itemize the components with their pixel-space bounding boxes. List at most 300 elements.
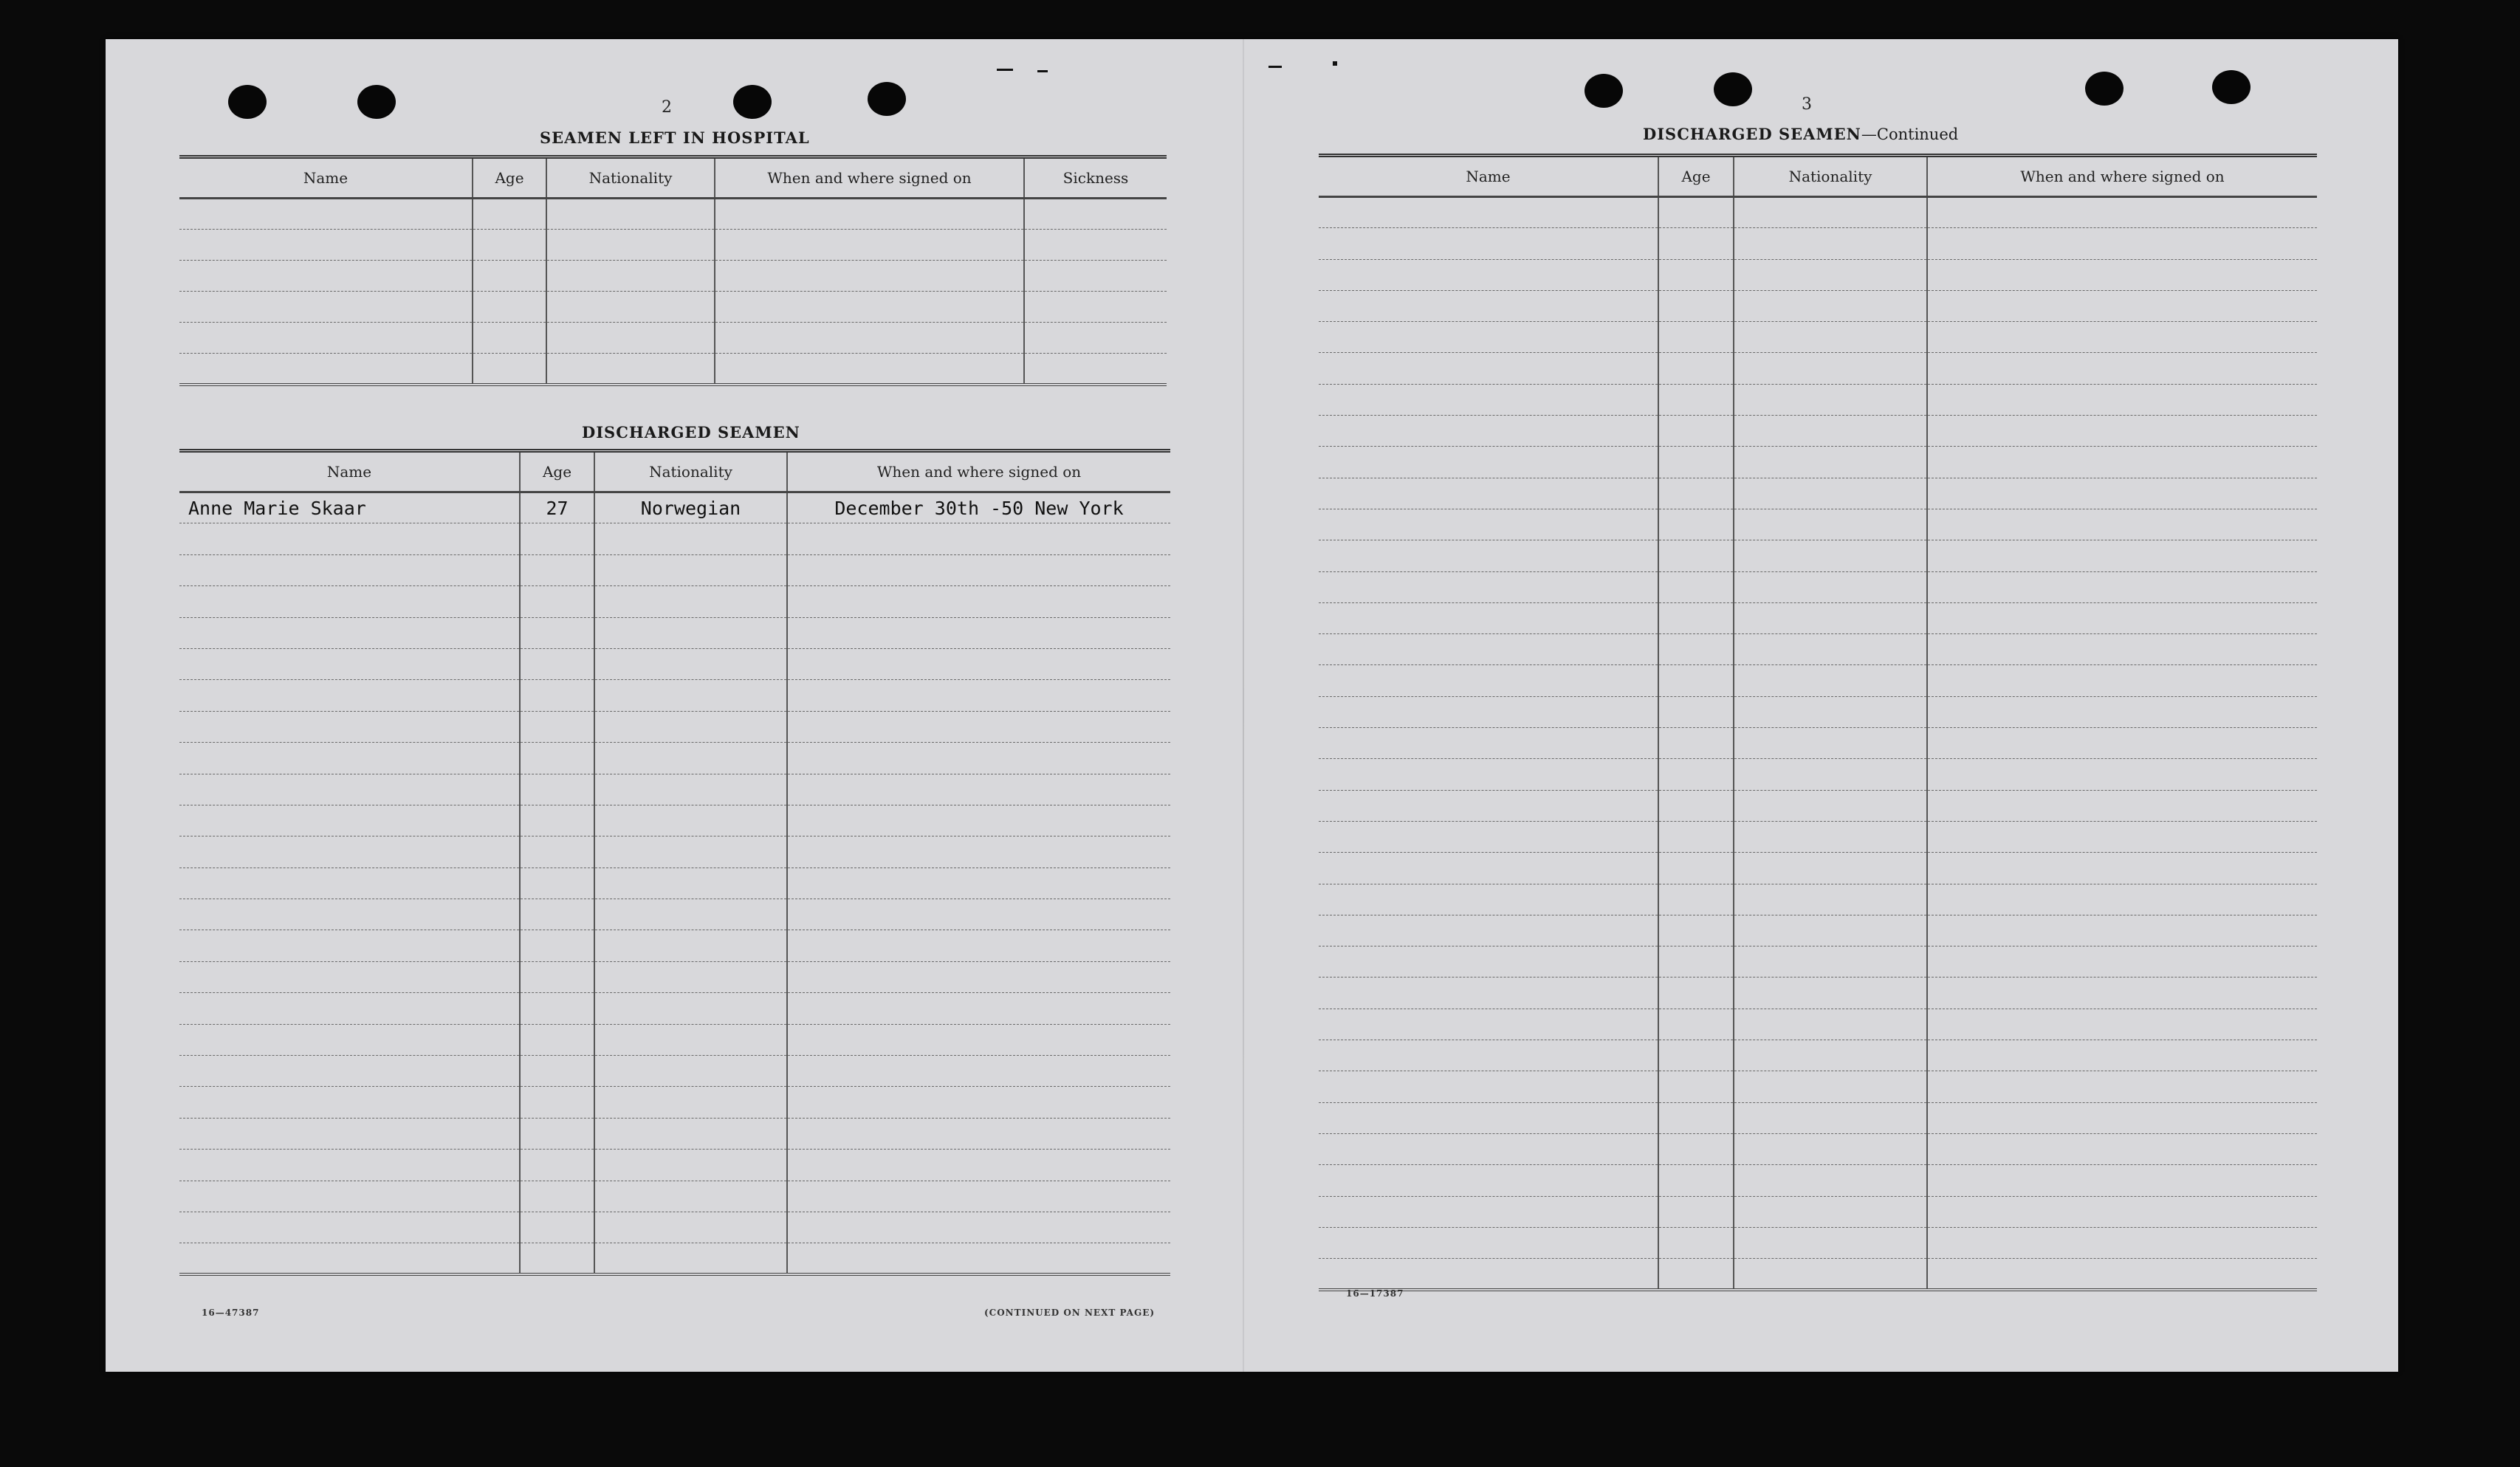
discharged-table (179, 449, 1170, 1276)
table-row (1319, 1040, 2317, 1071)
cell-nationality (1734, 978, 1927, 1009)
continued-note: (CONTINUED ON NEXT PAGE) (984, 1308, 1156, 1318)
cell-age (1658, 447, 1734, 478)
cell-when-and-where-signed-on (715, 292, 1024, 323)
cell-nationality (594, 774, 787, 805)
table-row (179, 868, 1170, 899)
cell-when-and-where-signed-on (787, 1243, 1170, 1274)
cell-sickness (1024, 261, 1167, 292)
cell-when-and-where-signed-on (787, 836, 1170, 868)
column-header-nationality: Nationality (594, 451, 787, 492)
cell-name (179, 1212, 520, 1243)
cell-age (473, 323, 546, 354)
table-row (1319, 322, 2317, 353)
cell-age (520, 868, 594, 899)
cell-when-and-where-signed-on (787, 1024, 1170, 1055)
cell-age (1658, 384, 1734, 415)
cell-when-and-where-signed-on (787, 586, 1170, 617)
cell-when-and-where-signed-on (1927, 384, 2317, 415)
cell-nationality (594, 523, 787, 554)
cell-when-and-where-signed-on (1927, 571, 2317, 602)
cell-when-and-where-signed-on (787, 1118, 1170, 1149)
cell-age (520, 586, 594, 617)
cell-nationality (594, 1056, 787, 1087)
cell-when-and-where-signed-on (1927, 1133, 2317, 1164)
table-row (179, 492, 1170, 523)
cell-age (520, 961, 594, 992)
cell-nationality (546, 261, 715, 292)
page-fold (1243, 39, 1244, 1372)
cell-name (179, 993, 520, 1024)
cell-nationality (546, 230, 715, 261)
cell-name (1319, 728, 1658, 759)
cell-name (1319, 821, 1658, 852)
cell-when-and-where-signed-on (1927, 602, 2317, 633)
cell-when-and-where-signed-on (1927, 1009, 2317, 1040)
column-header-when-and-where-signed-on: When and where signed on (1927, 156, 2317, 197)
cell-nationality (1734, 1165, 1927, 1196)
cell-nationality (594, 1118, 787, 1149)
cell-name (179, 899, 520, 930)
column-header-age: Age (520, 451, 594, 492)
cell-nationality (1734, 946, 1927, 978)
cell-age (1658, 1227, 1734, 1258)
cell-when-and-where-signed-on (1927, 978, 2317, 1009)
cell-age (520, 899, 594, 930)
cell-age (520, 1243, 594, 1274)
cell-when-and-where-signed-on (1927, 728, 2317, 759)
cell-name (1319, 915, 1658, 946)
punch-hole (1714, 72, 1752, 106)
table-row (179, 774, 1170, 805)
cell-when-and-where-signed-on (1927, 790, 2317, 821)
cell-when-and-where-signed-on (787, 868, 1170, 899)
punch-hole (2085, 72, 2124, 106)
cell-when-and-where-signed-on (787, 648, 1170, 679)
cell-nationality (594, 743, 787, 774)
cell-when-and-where-signed-on (787, 554, 1170, 585)
cell-nationality (1734, 416, 1927, 447)
cell-age (520, 1181, 594, 1212)
cell-age (1658, 353, 1734, 384)
cell-nationality (1734, 259, 1927, 290)
table-row (1319, 884, 2317, 915)
cell-when-and-where-signed-on (715, 230, 1024, 261)
cell-nationality (1734, 1259, 1927, 1290)
cell-nationality (1734, 634, 1927, 665)
table-row (1319, 946, 2317, 978)
table-row (1319, 447, 2317, 478)
cell-nationality (1734, 197, 1927, 228)
cell-name (1319, 790, 1658, 821)
cell-name (179, 648, 520, 679)
cell-name (179, 868, 520, 899)
table-row (179, 805, 1170, 836)
cell-name (179, 261, 473, 292)
punch-hole (733, 85, 772, 119)
cell-nationality (1734, 696, 1927, 727)
cell-name (1319, 946, 1658, 978)
cell-age (1658, 1196, 1734, 1227)
cell-when-and-where-signed-on (1927, 634, 2317, 665)
cell-name (1319, 571, 1658, 602)
cell-when-and-where-signed-on (787, 774, 1170, 805)
cell-name (179, 711, 520, 742)
table-row (1319, 197, 2317, 228)
table-row (179, 1243, 1170, 1274)
cell-age (1658, 665, 1734, 696)
cell-age (520, 554, 594, 585)
cell-when-and-where-signed-on (1927, 197, 2317, 228)
cell-when-and-where-signed-on (787, 680, 1170, 711)
form-code-left: 16—47387 (202, 1308, 260, 1318)
cell-when-and-where-signed-on (1927, 416, 2317, 447)
table-row (179, 261, 1167, 292)
cell-name (179, 199, 473, 230)
cell-when-and-where-signed-on (715, 261, 1024, 292)
cell-when-and-where-signed-on (1927, 322, 2317, 353)
cell-age (1658, 1102, 1734, 1133)
cell-age (1658, 322, 1734, 353)
cell-nationality (594, 680, 787, 711)
punch-hole (2212, 70, 2251, 104)
cell-name (179, 1243, 520, 1274)
column-header-nationality: Nationality (1734, 156, 1927, 197)
cell-nationality (1734, 322, 1927, 353)
cell-nationality (1734, 571, 1927, 602)
column-header-name: Name (179, 451, 520, 492)
cell-nationality: Norwegian (594, 492, 787, 523)
cell-nationality (1734, 759, 1927, 790)
table-row (1319, 978, 2317, 1009)
table-row (179, 230, 1167, 261)
table-row (1319, 696, 2317, 727)
cell-name (1319, 1102, 1658, 1133)
scan-speck (1333, 61, 1337, 66)
hospital-section-title: SEAMEN LEFT IN HOSPITAL (540, 128, 810, 147)
page-number-left: 2 (662, 98, 672, 117)
cell-when-and-where-signed-on (1927, 1227, 2317, 1258)
cell-age (1658, 1259, 1734, 1290)
table-row (1319, 1259, 2317, 1290)
table-row (1319, 790, 2317, 821)
cell-when-and-where-signed-on (715, 354, 1024, 385)
cell-age (1658, 290, 1734, 321)
cell-name (1319, 1071, 1658, 1102)
table-row (1319, 602, 2317, 633)
table-row (1319, 353, 2317, 384)
cell-when-and-where-signed-on (787, 1212, 1170, 1243)
cell-age (1658, 634, 1734, 665)
table-row (1319, 509, 2317, 540)
table-row (179, 1212, 1170, 1243)
table-row (1319, 478, 2317, 509)
table-header-row (1319, 156, 2317, 197)
cell-when-and-where-signed-on (1927, 853, 2317, 884)
cell-when-and-where-signed-on (1927, 665, 2317, 696)
cell-name (1319, 540, 1658, 571)
table-row (179, 1118, 1170, 1149)
cell-when-and-where-signed-on (787, 1181, 1170, 1212)
continued-table (1319, 154, 2317, 1291)
cell-nationality (594, 868, 787, 899)
cell-age (520, 648, 594, 679)
discharged-section-title: DISCHARGED SEAMEN (582, 423, 800, 442)
cell-when-and-where-signed-on (1927, 228, 2317, 259)
cell-when-and-where-signed-on (1927, 696, 2317, 727)
punch-hole (1585, 74, 1623, 108)
cell-age (473, 199, 546, 230)
punch-hole (228, 85, 267, 119)
table-row (179, 1056, 1170, 1087)
table-row (1319, 821, 2317, 852)
table-row (179, 292, 1167, 323)
cell-nationality (546, 199, 715, 230)
table-row (179, 1024, 1170, 1055)
cell-nationality (1734, 728, 1927, 759)
column-header-name: Name (1319, 156, 1658, 197)
cell-age (1658, 1071, 1734, 1102)
hospital-table (179, 155, 1167, 386)
cell-nationality (594, 1150, 787, 1181)
cell-name (1319, 353, 1658, 384)
cell-when-and-where-signed-on (787, 1056, 1170, 1087)
cell-when-and-where-signed-on: December 30th -50 New York (787, 492, 1170, 523)
column-header-name: Name (179, 157, 473, 199)
table-row (1319, 416, 2317, 447)
page-number-right: 3 (1802, 95, 1812, 114)
cell-name (179, 292, 473, 323)
column-header-when-and-where-signed-on: When and where signed on (787, 451, 1170, 492)
cell-age (1658, 728, 1734, 759)
cell-when-and-where-signed-on (787, 961, 1170, 992)
cell-name (1319, 1040, 1658, 1071)
column-header-sickness: Sickness (1024, 157, 1167, 199)
table-row (1319, 853, 2317, 884)
cell-nationality (1734, 447, 1927, 478)
table-row (1319, 384, 2317, 415)
table-row (1319, 1165, 2317, 1196)
table-row (1319, 259, 2317, 290)
cell-nationality (1734, 290, 1927, 321)
cell-nationality (1734, 1102, 1927, 1133)
cell-nationality (594, 586, 787, 617)
cell-age (1658, 416, 1734, 447)
table-row (1319, 728, 2317, 759)
cell-nationality (594, 711, 787, 742)
table-row (179, 354, 1167, 385)
cell-when-and-where-signed-on (1927, 290, 2317, 321)
cell-when-and-where-signed-on (787, 930, 1170, 961)
table-row (1319, 665, 2317, 696)
cell-age (1658, 1009, 1734, 1040)
cell-age (1658, 571, 1734, 602)
cell-when-and-where-signed-on (1927, 1196, 2317, 1227)
cell-age (520, 805, 594, 836)
cell-name (179, 1056, 520, 1087)
cell-nationality (1734, 821, 1927, 852)
cell-nationality (594, 1024, 787, 1055)
cell-when-and-where-signed-on (715, 323, 1024, 354)
cell-name (1319, 853, 1658, 884)
cell-name (1319, 696, 1658, 727)
cell-nationality (594, 554, 787, 585)
cell-age (473, 230, 546, 261)
table-row (1319, 1227, 2317, 1258)
table-row (179, 961, 1170, 992)
cell-age (473, 354, 546, 385)
cell-nationality (1734, 1009, 1927, 1040)
cell-age (520, 930, 594, 961)
cell-age (1658, 884, 1734, 915)
cell-when-and-where-signed-on (787, 711, 1170, 742)
cell-when-and-where-signed-on (1927, 821, 2317, 852)
cell-sickness (1024, 354, 1167, 385)
cell-age (1658, 915, 1734, 946)
table-header-row (179, 451, 1170, 492)
table-row (1319, 290, 2317, 321)
cell-age (520, 993, 594, 1024)
table-row (179, 899, 1170, 930)
cell-when-and-where-signed-on (1927, 259, 2317, 290)
cell-when-and-where-signed-on (1927, 447, 2317, 478)
cell-nationality (594, 961, 787, 992)
cell-name (179, 743, 520, 774)
scan-speck (1037, 70, 1048, 72)
cell-nationality (594, 648, 787, 679)
cell-nationality (546, 292, 715, 323)
cell-age (1658, 259, 1734, 290)
cell-age (1658, 509, 1734, 540)
table-row (179, 993, 1170, 1024)
cell-age (1658, 228, 1734, 259)
scan-speck (1268, 66, 1282, 68)
cell-when-and-where-signed-on (1927, 540, 2317, 571)
table-row (179, 930, 1170, 961)
cell-sickness (1024, 323, 1167, 354)
cell-name (179, 586, 520, 617)
cell-age (1658, 853, 1734, 884)
table-row (1319, 1102, 2317, 1133)
table-row (179, 586, 1170, 617)
cell-age (520, 1118, 594, 1149)
table-row (1319, 759, 2317, 790)
cell-age (1658, 197, 1734, 228)
cell-nationality (1734, 478, 1927, 509)
cell-when-and-where-signed-on (787, 1087, 1170, 1118)
cell-nationality (594, 1087, 787, 1118)
table-row (179, 680, 1170, 711)
table-row (179, 711, 1170, 742)
table-row (179, 199, 1167, 230)
cell-nationality (1734, 1071, 1927, 1102)
cell-name (1319, 1196, 1658, 1227)
cell-name (179, 617, 520, 648)
cell-when-and-where-signed-on (787, 523, 1170, 554)
cell-age (1658, 1133, 1734, 1164)
table-row (1319, 540, 2317, 571)
cell-name (1319, 447, 1658, 478)
cell-when-and-where-signed-on (1927, 1102, 2317, 1133)
cell-age (520, 743, 594, 774)
cell-nationality (594, 993, 787, 1024)
form-code-right: 16—17387 (1346, 1288, 1404, 1299)
cell-when-and-where-signed-on (1927, 884, 2317, 915)
cell-when-and-where-signed-on (1927, 759, 2317, 790)
cell-age (520, 774, 594, 805)
cell-age (1658, 1040, 1734, 1071)
cell-name (1319, 509, 1658, 540)
cell-name (179, 554, 520, 585)
cell-age (520, 1087, 594, 1118)
cell-name (179, 961, 520, 992)
cell-nationality (594, 1212, 787, 1243)
table-header-row (179, 157, 1167, 199)
cell-nationality (594, 930, 787, 961)
cell-name (1319, 665, 1658, 696)
cell-name (179, 680, 520, 711)
cell-when-and-where-signed-on (1927, 509, 2317, 540)
table-row (179, 743, 1170, 774)
cell-name (1319, 228, 1658, 259)
cell-name (1319, 634, 1658, 665)
cell-nationality (1734, 1227, 1927, 1258)
cell-sickness (1024, 292, 1167, 323)
scan-speck (997, 69, 1013, 71)
cell-when-and-where-signed-on (787, 617, 1170, 648)
cell-when-and-where-signed-on (1927, 478, 2317, 509)
cell-name (1319, 1227, 1658, 1258)
cell-when-and-where-signed-on (1927, 1259, 2317, 1290)
cell-age (520, 523, 594, 554)
cell-nationality (546, 354, 715, 385)
cell-when-and-where-signed-on (1927, 353, 2317, 384)
cell-age (1658, 978, 1734, 1009)
table-row (1319, 634, 2317, 665)
table-row (1319, 915, 2317, 946)
cell-name (1319, 478, 1658, 509)
cell-sickness (1024, 199, 1167, 230)
cell-age (473, 261, 546, 292)
table-row (179, 554, 1170, 585)
table-row (179, 617, 1170, 648)
column-header-age: Age (473, 157, 546, 199)
column-header-when-and-where-signed-on: When and where signed on (715, 157, 1024, 199)
cell-name (179, 774, 520, 805)
table-row (179, 836, 1170, 868)
cell-nationality (1734, 915, 1927, 946)
table-row (1319, 1133, 2317, 1164)
cell-nationality (1734, 1040, 1927, 1071)
cell-age (520, 711, 594, 742)
cell-name (179, 1087, 520, 1118)
cell-when-and-where-signed-on (1927, 915, 2317, 946)
cell-nationality (1734, 1196, 1927, 1227)
cell-name (1319, 759, 1658, 790)
cell-when-and-where-signed-on (1927, 1071, 2317, 1102)
cell-name (179, 930, 520, 961)
cell-nationality (1734, 228, 1927, 259)
cell-nationality (1734, 540, 1927, 571)
cell-nationality (1734, 353, 1927, 384)
table-row (1319, 571, 2317, 602)
table-row (179, 323, 1167, 354)
cell-name (1319, 1165, 1658, 1196)
column-header-age: Age (1658, 156, 1734, 197)
cell-name (179, 805, 520, 836)
cell-nationality (1734, 602, 1927, 633)
cell-age (520, 680, 594, 711)
